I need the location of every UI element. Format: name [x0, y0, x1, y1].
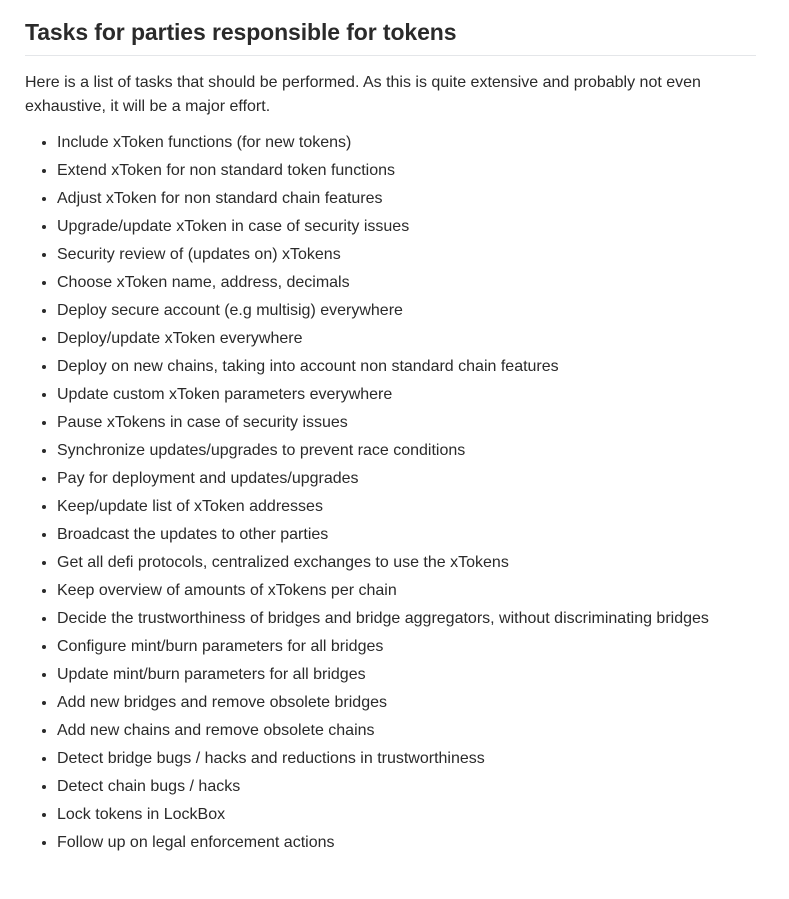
section-heading: Tasks for parties responsible for tokens	[25, 0, 756, 56]
task-list-item: • Add new bridges and remove obsolete bridges	[57, 691, 756, 715]
task-list-item: • Extend xToken for non standard token functions	[57, 159, 756, 183]
task-list-item: • Deploy secure account (e.g multisig) everywhere	[57, 299, 756, 323]
task-list-item: • Broadcast the updates to other parties	[57, 523, 756, 547]
task-list-item: • Deploy/update xToken everywhere	[57, 327, 756, 351]
task-list-item: • Lock tokens in LockBox	[57, 803, 756, 827]
task-list-item: • Upgrade/update xToken in case of security issues	[57, 215, 756, 239]
task-list-item: • Security review of (updates on) xTokens	[57, 243, 756, 267]
task-list-item: • Update mint/burn parameters for all bridges	[57, 663, 756, 687]
task-list	[25, 131, 756, 855]
task-list-item: • Pay for deployment and updates/upgrades	[57, 467, 756, 491]
task-list-item: • Detect bridge bugs / hacks and reductions in trustworthiness	[57, 747, 756, 771]
task-list-item: • Include xToken functions (for new tokens)	[57, 131, 756, 155]
task-list-item: • Add new chains and remove obsolete chains	[57, 719, 756, 743]
task-list-item: • Follow up on legal enforcement actions	[57, 831, 756, 855]
task-list-item: • Configure mint/burn parameters for all bridges	[57, 635, 756, 659]
task-list-item: • Update custom xToken parameters everywhere	[57, 383, 756, 407]
intro-paragraph: Here is a list of tasks that should be performed. As this is quite extensive and probably not even exhaustive, it will be a major effort.	[25, 74, 701, 115]
task-list-item: • Pause xTokens in case of security issues	[57, 411, 756, 435]
task-list-item: • Deploy on new chains, taking into account non standard chain features	[57, 355, 756, 379]
task-list-item: • Detect chain bugs / hacks	[57, 775, 756, 799]
task-list-item: • Get all defi protocols, centralized exchanges to use the xTokens	[57, 551, 756, 575]
task-list-item: • Adjust xToken for non standard chain features	[57, 187, 756, 211]
task-list-item: • Synchronize updates/upgrades to prevent race conditions	[57, 439, 756, 463]
task-list-item: • Decide the trustworthiness of bridges and bridge aggregators, without discriminating bridges	[57, 607, 756, 631]
task-list-item: • Keep/update list of xToken addresses	[57, 495, 756, 519]
task-list-item: • Keep overview of amounts of xTokens per chain	[57, 579, 756, 603]
task-list-item: • Choose xToken name, address, decimals	[57, 271, 756, 295]
